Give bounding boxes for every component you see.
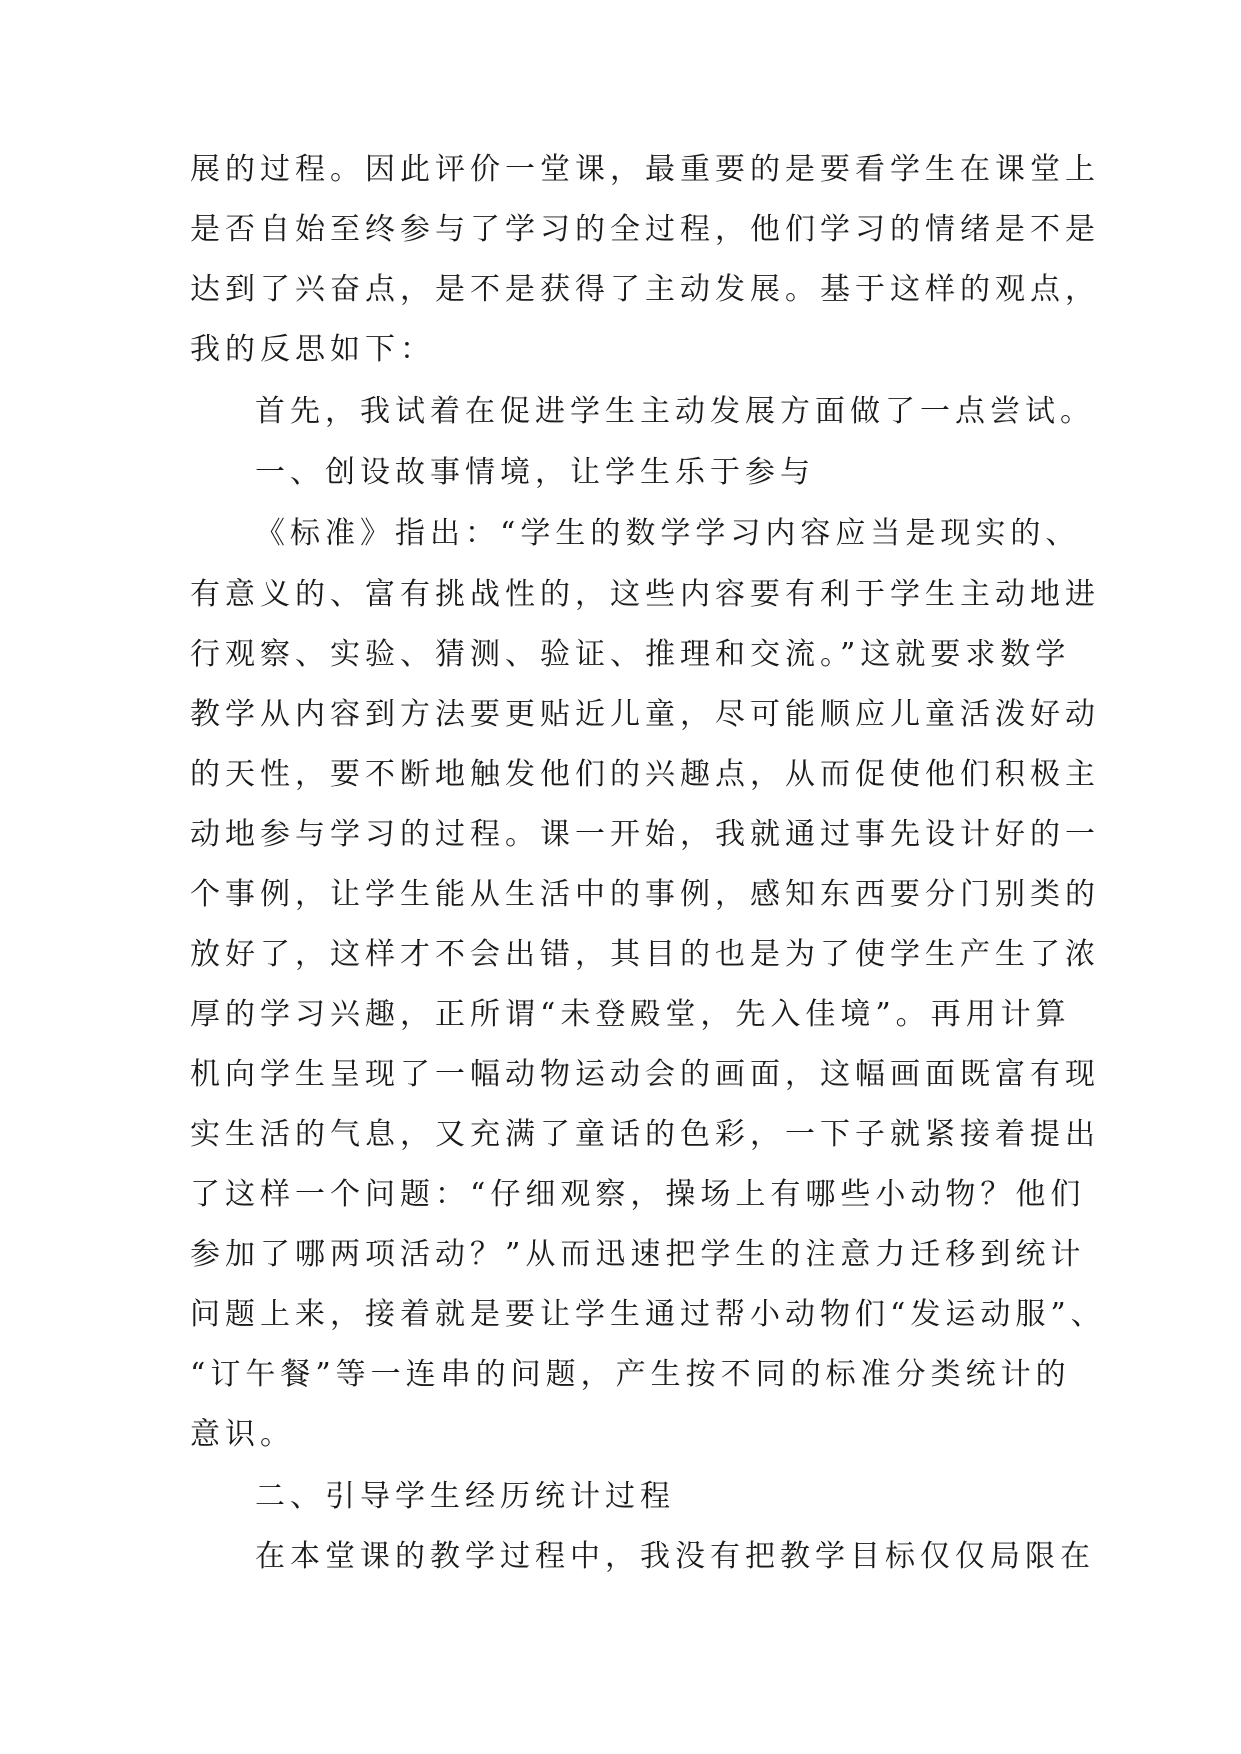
text-line: 达到了兴奋点，是不是获得了主动发展。基于这样的观点， — [190, 272, 1100, 307]
text-line: 首先，我试着在促进学生主动发展方面做了一点尝试。 — [255, 394, 1095, 429]
text-line: 行观察、实验、猜测、验证、推理和交流。”这就要求数学 — [190, 637, 1071, 672]
text-line: 展的过程。因此评价一堂课，最重要的是要看学生在课堂上 — [190, 152, 1100, 187]
text-line: 《标准》指出：“学生的数学学习内容应当是现实的、 — [255, 516, 1081, 551]
text-line: 放好了，这样才不会出错，其目的也是为了使学生产生了浓 — [190, 937, 1100, 972]
section-heading-2: 二、引导学生经历统计过程 — [255, 1479, 675, 1514]
text-line: 有意义的、富有挑战性的，这些内容要有利于学生主动地进 — [190, 577, 1100, 612]
text-line: 参加了哪两项活动？”从而迅速把学生的注意力迁移到统计 — [190, 1237, 1086, 1272]
text-line: 机向学生呈现了一幅动物运动会的画面，这幅画面既富有现 — [190, 1057, 1100, 1092]
text-line: 在本堂课的教学过程中，我没有把教学目标仅仅局限在 — [255, 1539, 1095, 1574]
text-line: “订午餐”等一连串的问题，产生按不同的标准分类统计的 — [190, 1357, 1071, 1392]
text-line: 个事例，让学生能从生活中的事例，感知东西要分门别类的 — [190, 877, 1100, 912]
text-line: 的天性，要不断地触发他们的兴趣点，从而促使他们积极主 — [190, 757, 1100, 792]
text-line: 了这样一个问题：“仔细观察，操场上有哪些小动物？他们 — [190, 1177, 1086, 1212]
text-line: 是否自始至终参与了学习的全过程，他们学习的情绪是不是 — [190, 212, 1100, 247]
text-line: 意识。 — [190, 1417, 295, 1452]
text-line: 实生活的气息，又充满了童话的色彩，一下子就紧接着提出 — [190, 1117, 1100, 1152]
text-line: 问题上来，接着就是要让学生通过帮小动物们“发运动服”、 — [190, 1297, 1106, 1332]
text-line: 动地参与学习的过程。课一开始，我就通过事先设计好的一 — [190, 817, 1100, 852]
text-line: 我的反思如下： — [190, 332, 435, 367]
section-heading-1: 一、创设故事情境，让学生乐于参与 — [255, 455, 815, 490]
text-line: 教学从内容到方法要更贴近儿童，尽可能顺应儿童活泼好动 — [190, 697, 1100, 732]
text-line: 厚的学习兴趣，正所谓“未登殿堂，先入佳境”。再用计算 — [190, 997, 1071, 1032]
